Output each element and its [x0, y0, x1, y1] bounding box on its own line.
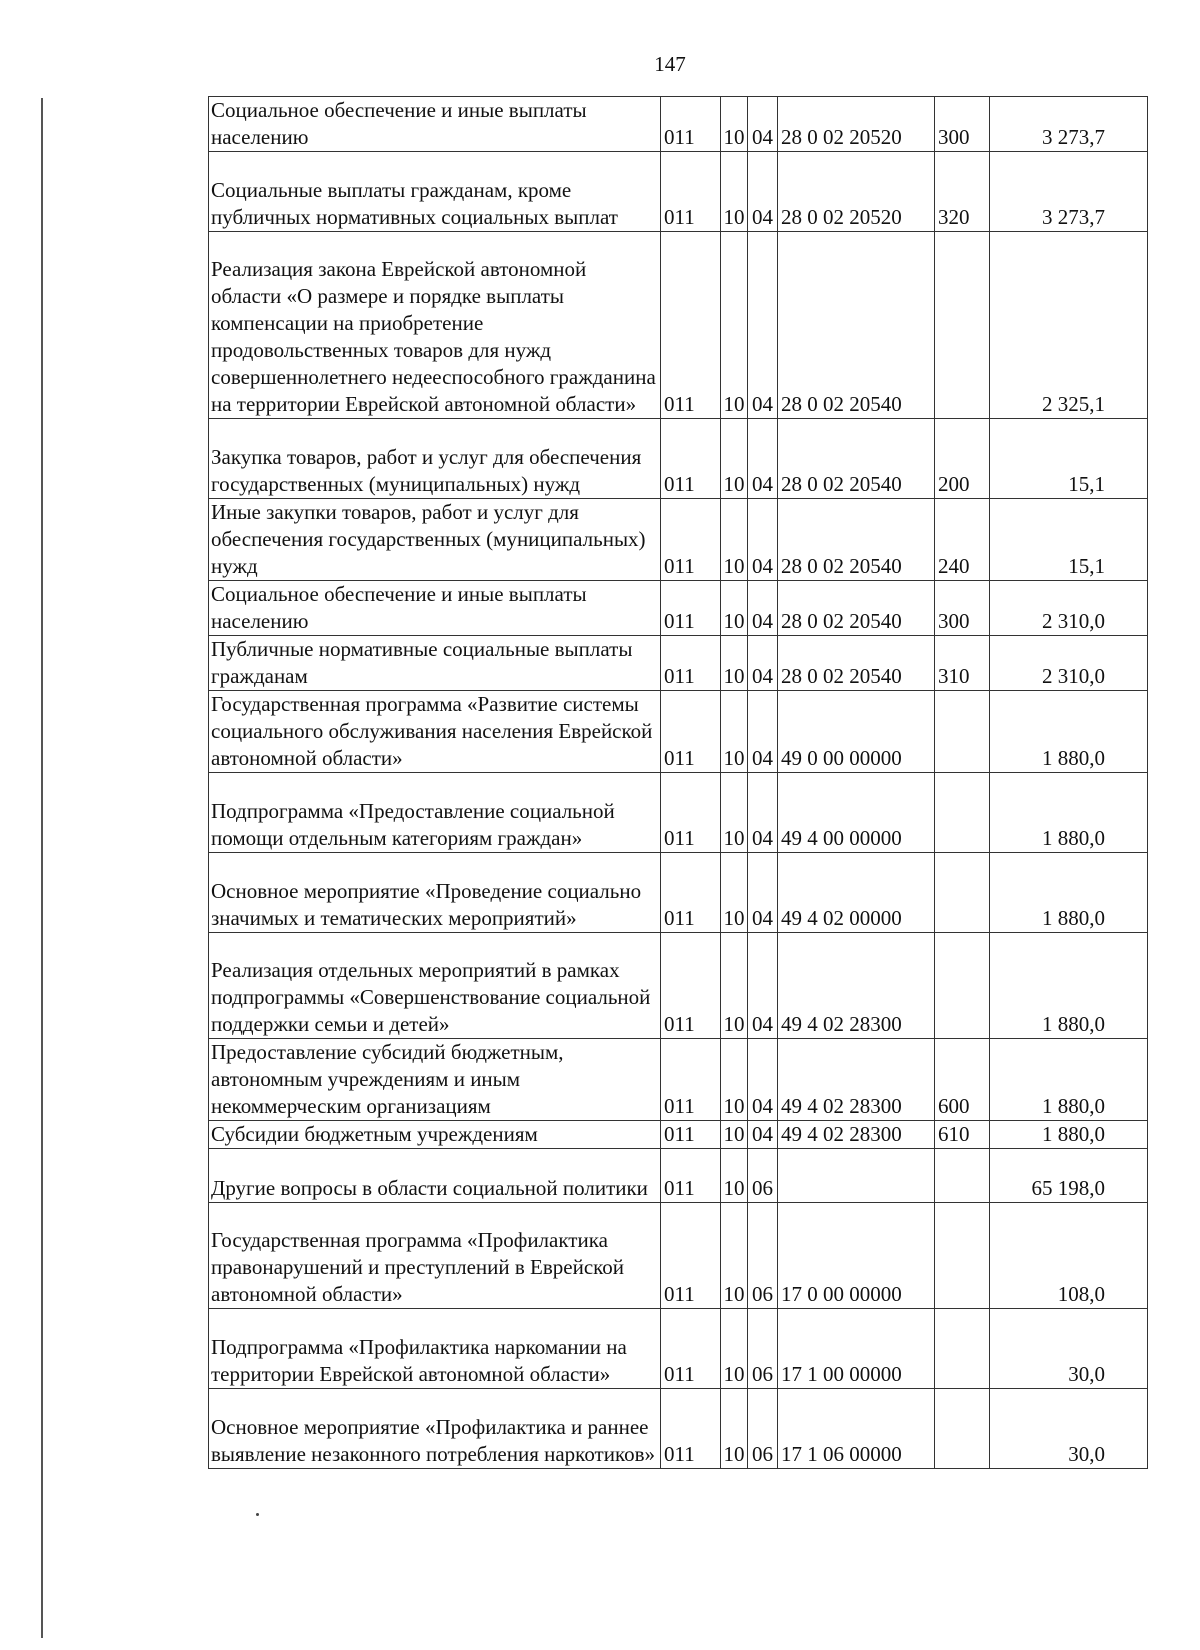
cell-rz: 10 — [721, 691, 748, 773]
cell-csr — [778, 1149, 935, 1203]
cell-vr: 240 — [935, 499, 990, 581]
cell-sum: 108,0 — [990, 1203, 1148, 1309]
cell-vr — [935, 1203, 990, 1309]
cell-csr: 28 0 02 20540 — [778, 581, 935, 636]
cell-rz: 10 — [721, 581, 748, 636]
table-row — [209, 933, 1148, 1039]
cell-pr: 06 — [748, 1149, 778, 1203]
table-row — [209, 1203, 1148, 1309]
cell-vr — [935, 1389, 990, 1469]
cell-sum: 1 880,0 — [990, 1039, 1148, 1121]
cell-gr: 011 — [661, 232, 721, 419]
cell-name: Основное мероприятие «Проведение социально значимых и тематических мероприятий» — [209, 853, 661, 933]
cell-vr — [935, 933, 990, 1039]
table-row — [209, 419, 1148, 499]
cell-csr: 49 4 02 28300 — [778, 933, 935, 1039]
table-row — [209, 581, 1148, 636]
cell-sum: 3 273,7 — [990, 152, 1148, 232]
cell-name: Социальные выплаты гражданам, кроме публичных нормативных социальных выплат — [209, 152, 661, 232]
cell-csr: 28 0 02 20540 — [778, 419, 935, 499]
cell-pr: 04 — [748, 773, 778, 853]
cell-vr: 610 — [935, 1121, 990, 1149]
cell-gr: 011 — [661, 1389, 721, 1469]
cell-name: Закупка товаров, работ и услуг для обеспечения государственных (муниципальных) нужд — [209, 419, 661, 499]
cell-pr: 04 — [748, 636, 778, 691]
cell-sum: 2 310,0 — [990, 636, 1148, 691]
cell-name: Подпрограмма «Предоставление социальной помощи отдельным категориям граждан» — [209, 773, 661, 853]
table-row — [209, 1389, 1148, 1469]
cell-name: Подпрограмма «Профилактика наркомании на территории Еврейской автономной области» — [209, 1309, 661, 1389]
cell-pr: 04 — [748, 691, 778, 773]
cell-sum: 1 880,0 — [990, 773, 1148, 853]
cell-pr: 04 — [748, 933, 778, 1039]
table-body — [209, 97, 1148, 1469]
cell-vr — [935, 1149, 990, 1203]
cell-csr: 17 1 00 00000 — [778, 1309, 935, 1389]
cell-rz: 10 — [721, 232, 748, 419]
cell-sum: 2 310,0 — [990, 581, 1148, 636]
cell-pr: 04 — [748, 232, 778, 419]
cell-name: Публичные нормативные социальные выплаты гражданам — [209, 636, 661, 691]
cell-csr: 49 0 00 00000 — [778, 691, 935, 773]
cell-gr: 011 — [661, 581, 721, 636]
cell-rz: 10 — [721, 97, 748, 152]
cell-gr: 011 — [661, 933, 721, 1039]
cell-rz: 10 — [721, 1389, 748, 1469]
cell-sum: 1 880,0 — [990, 853, 1148, 933]
table-row — [209, 97, 1148, 152]
table-row — [209, 499, 1148, 581]
cell-pr: 04 — [748, 581, 778, 636]
cell-gr: 011 — [661, 1039, 721, 1121]
cell-rz: 10 — [721, 419, 748, 499]
cell-vr — [935, 853, 990, 933]
cell-rz: 10 — [721, 1039, 748, 1121]
cell-name: Реализация отдельных мероприятий в рамках подпрограммы «Совершенствование социальной поддержки семьи и детей» — [209, 933, 661, 1039]
cell-rz: 10 — [721, 1149, 748, 1203]
cell-sum: 3 273,7 — [990, 97, 1148, 152]
cell-name: Субсидии бюджетным учреждениям — [209, 1121, 661, 1149]
cell-rz: 10 — [721, 1121, 748, 1149]
table-row — [209, 1039, 1148, 1121]
cell-rz: 10 — [721, 152, 748, 232]
cell-sum: 1 880,0 — [990, 1121, 1148, 1149]
cell-gr: 011 — [661, 97, 721, 152]
cell-pr: 04 — [748, 152, 778, 232]
cell-gr: 011 — [661, 419, 721, 499]
cell-csr: 28 0 02 20520 — [778, 152, 935, 232]
cell-vr: 600 — [935, 1039, 990, 1121]
cell-pr: 04 — [748, 97, 778, 152]
cell-csr: 49 4 00 00000 — [778, 773, 935, 853]
cell-pr: 04 — [748, 419, 778, 499]
cell-rz: 10 — [721, 1309, 748, 1389]
cell-vr — [935, 773, 990, 853]
table-row — [209, 853, 1148, 933]
cell-vr — [935, 1309, 990, 1389]
cell-rz: 10 — [721, 853, 748, 933]
cell-vr: 200 — [935, 419, 990, 499]
cell-gr: 011 — [661, 152, 721, 232]
cell-name: Иные закупки товаров, работ и услуг для обеспечения государственных (муниципальных) нужд — [209, 499, 661, 581]
cell-sum: 15,1 — [990, 499, 1148, 581]
cell-vr: 320 — [935, 152, 990, 232]
cell-pr: 04 — [748, 1121, 778, 1149]
cell-pr: 04 — [748, 499, 778, 581]
table-row — [209, 1309, 1148, 1389]
cell-csr: 28 0 02 20540 — [778, 499, 935, 581]
cell-name: Другие вопросы в области социальной политики — [209, 1149, 661, 1203]
cell-name: Реализация закона Еврейской автономной области «О размере и порядке выплаты компенсации на приобретение продовольственных товаров для нужд совершеннолетнего недееспособного гражданина на территории Еврейской автономной области» — [209, 232, 661, 419]
cell-sum: 1 880,0 — [990, 933, 1148, 1039]
cell-pr: 04 — [748, 1039, 778, 1121]
cell-name: Государственная программа «Профилактика правонарушений и преступлений в Еврейской автономной области» — [209, 1203, 661, 1309]
cell-gr: 011 — [661, 853, 721, 933]
cell-rz: 10 — [721, 933, 748, 1039]
cell-sum: 15,1 — [990, 419, 1148, 499]
cell-vr — [935, 232, 990, 419]
table-row — [209, 1149, 1148, 1203]
cell-sum: 1 880,0 — [990, 691, 1148, 773]
cell-rz: 10 — [721, 773, 748, 853]
cell-rz: 10 — [721, 499, 748, 581]
cell-vr: 300 — [935, 581, 990, 636]
table-row — [209, 773, 1148, 853]
margin-line — [41, 98, 43, 1638]
cell-gr: 011 — [661, 1309, 721, 1389]
cell-rz: 10 — [721, 636, 748, 691]
table-row — [209, 636, 1148, 691]
cell-csr: 49 4 02 28300 — [778, 1039, 935, 1121]
cell-sum: 65 198,0 — [990, 1149, 1148, 1203]
cell-gr: 011 — [661, 691, 721, 773]
cell-csr: 28 0 02 20540 — [778, 636, 935, 691]
cell-pr: 04 — [748, 853, 778, 933]
cell-csr: 17 1 06 00000 — [778, 1389, 935, 1469]
cell-gr: 011 — [661, 499, 721, 581]
cell-pr: 06 — [748, 1389, 778, 1469]
table-row — [209, 152, 1148, 232]
table-row — [209, 1121, 1148, 1149]
cell-pr: 06 — [748, 1203, 778, 1309]
cell-pr: 06 — [748, 1309, 778, 1389]
cell-gr: 011 — [661, 636, 721, 691]
cell-name: Социальное обеспечение и иные выплаты населению — [209, 581, 661, 636]
cell-vr — [935, 691, 990, 773]
cell-sum: 30,0 — [990, 1309, 1148, 1389]
cell-gr: 011 — [661, 1203, 721, 1309]
scan-speck — [256, 1513, 259, 1516]
cell-gr: 011 — [661, 1149, 721, 1203]
cell-csr: 49 4 02 28300 — [778, 1121, 935, 1149]
cell-rz: 10 — [721, 1203, 748, 1309]
cell-csr: 28 0 02 20520 — [778, 97, 935, 152]
cell-sum: 30,0 — [990, 1389, 1148, 1469]
cell-gr: 011 — [661, 1121, 721, 1149]
cell-csr: 17 0 00 00000 — [778, 1203, 935, 1309]
cell-vr: 300 — [935, 97, 990, 152]
cell-name: Предоставление субсидий бюджетным, автономным учреждениям и иным некоммерческим организациям — [209, 1039, 661, 1121]
cell-name: Социальное обеспечение и иные выплаты населению — [209, 97, 661, 152]
cell-csr: 49 4 02 00000 — [778, 853, 935, 933]
cell-gr: 011 — [661, 773, 721, 853]
cell-csr: 28 0 02 20540 — [778, 232, 935, 419]
table-row — [209, 691, 1148, 773]
cell-vr: 310 — [935, 636, 990, 691]
page-number: 147 — [654, 52, 686, 76]
cell-name: Основное мероприятие «Профилактика и раннее выявление незаконного потребления наркотиков» — [209, 1389, 661, 1469]
table-row — [209, 232, 1148, 419]
budget-table — [208, 96, 1148, 1469]
cell-name: Государственная программа «Развитие системы социального обслуживания населения Еврейской автономной области» — [209, 691, 661, 773]
cell-sum: 2 325,1 — [990, 232, 1148, 419]
